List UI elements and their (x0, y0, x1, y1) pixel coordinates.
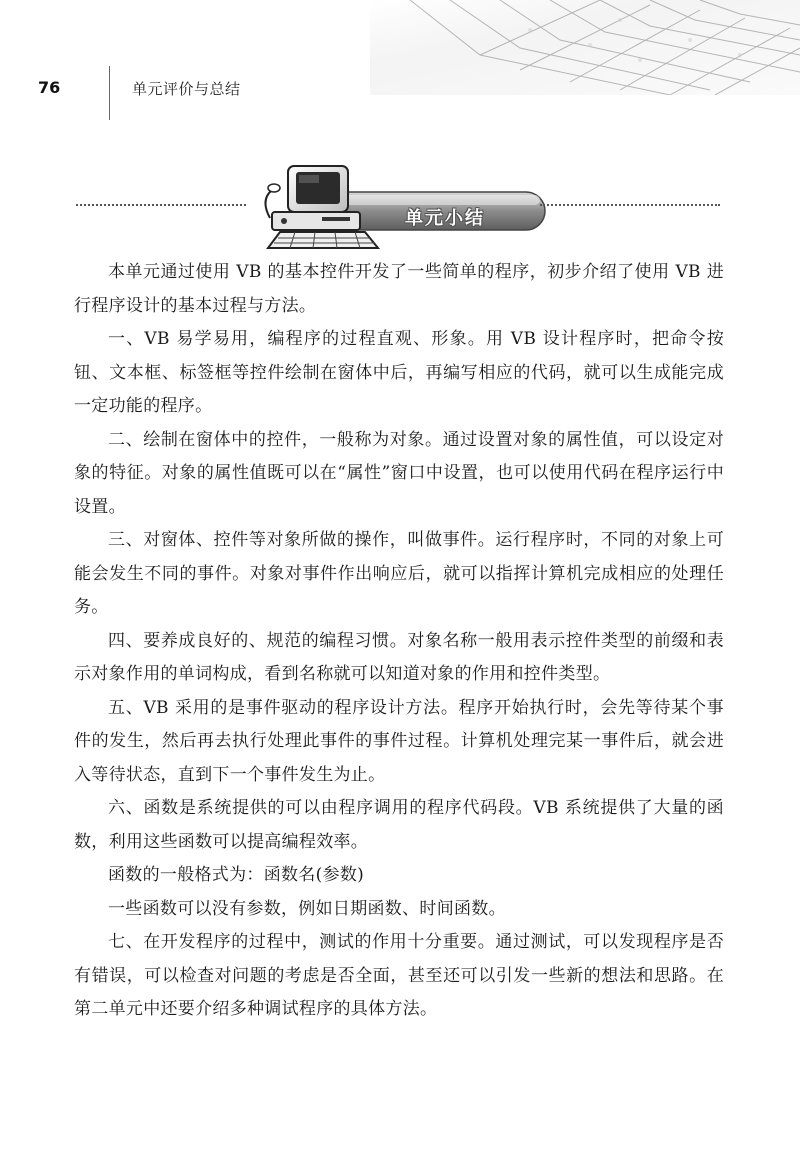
paragraph-point-7: 七、在开发程序的过程中，测试的作用十分重要。通过测试，可以发现程序是否有错误，可以检查对问题的考虑是否全面，甚至还可以引发一些新的想法和思路。在第二单元中还要介绍多种调试程序的具体方法。 (74, 932, 724, 1019)
header-divider (109, 66, 110, 120)
paragraph-function-example: 一些函数可以没有参数，例如日期函数、时间函数。 (108, 898, 506, 919)
dotted-rule-right (540, 204, 720, 206)
keyboard-illustration-icon (370, 0, 800, 95)
paragraph-point-1: 一、VB 易学易用，编程序的过程直观、形象。用 VB 设计程序时，把命令按钮、文本框、标签框等控件绘制在窗体中后，再编写相应的代码，就可以生成能完成一定功能的程序。 (74, 329, 724, 416)
paragraph-point-5: 五、VB 采用的是事件驱动的程序设计方法。程序开始执行时，会先等待某个事件的发生，然后再去执行处理此事件的事件过程。计算机处理完某一事件后，就会进入等待状态，直到下一个事件发生为止。 (74, 697, 724, 785)
section-banner (70, 160, 730, 255)
paragraph-point-4: 四、要养成良好的、规范的编程习惯。对象名称一般用表示控件类型的前缀和表示对象作用的单词构成，看到名称就可以知道对象的作用和控件类型。 (74, 630, 724, 684)
running-header-title: 单元评价与总结 (132, 80, 241, 98)
paragraph-function-format: 函数的一般格式为：函数名(参数) (108, 865, 365, 885)
paragraph-intro: 本单元通过使用 VB 的基本控件开发了一些简单的程序，初步介绍了使用 VB 进行程序设计的基本过程与方法。 (74, 262, 724, 316)
paragraph-point-6: 六、函数是系统提供的可以由程序调用的程序代码段。VB 系统提供了大量的函数，利用这些函数可以提高编程效率。 (74, 798, 724, 852)
corner-decoration (370, 0, 800, 95)
banner-title: 单元小结 (405, 208, 485, 229)
paragraph-point-3: 三、对窗体、控件等对象所做的操作，叫做事件。运行程序时，不同的对象上可能会发生不同的事件。对象对事件作出响应后，就可以指挥计算机完成相应的处理任务。 (74, 530, 724, 617)
paragraph-point-2: 二、绘制在窗体中的控件，一般称为对象。通过设置对象的属性值，可以设定对象的特征。对象的属性值既可以在“属性”窗口中设置，也可以使用代码在程序运行中设置。 (74, 429, 724, 517)
dotted-rule-left (76, 204, 246, 206)
summary-body (74, 256, 724, 1027)
page-number: 76 (38, 78, 61, 97)
